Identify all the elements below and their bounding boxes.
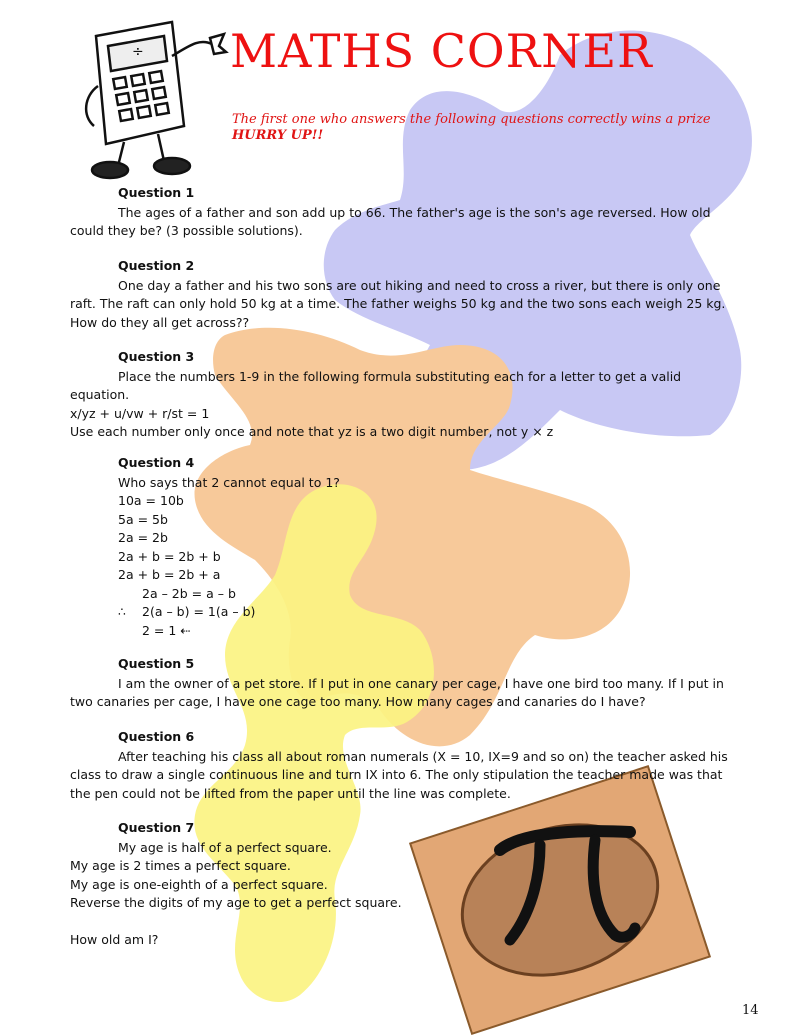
question-7 <box>70 819 730 949</box>
question-text: Reverse the digits of my age to get a perfect square. <box>70 895 402 910</box>
page-title: MATHS CORNER <box>230 24 653 78</box>
question-text: Place the numbers 1-9 in the following formula substituting each for a letter to get a valid equation. <box>70 368 682 402</box>
equation-line: 10a = 10b <box>118 493 184 508</box>
equation-line: 2a – 2b = a – b <box>142 585 236 601</box>
equation-line: 2a + b = 2b + b <box>118 548 221 564</box>
question-note: Use each number only once and note that yz is a two digit number, not y × z <box>70 424 554 439</box>
question-text: Who says that 2 cannot equal to 1? <box>118 474 340 490</box>
question-title: Question 5 <box>118 656 195 671</box>
question-2 <box>70 257 730 332</box>
equation-line: 5a = 5b <box>118 511 168 527</box>
question-4 <box>70 454 730 640</box>
question-text: My age is one-eighth of a perfect square. <box>70 876 328 892</box>
question-text: One day a father and his two sons are out hiking and need to cross a river, but there is only one raft. The raft can only hold 50 kg at a time. The father weighs 50 kg and the two sons each weigh 25 kg. How do they all get across?? <box>70 277 726 330</box>
question-title: Question 7 <box>118 820 195 835</box>
question-text: I am the owner of a pet store. If I put in one canary per cage, I have one bird too many. If I put in two canaries per cage, I have one cage too many. How many cages and canaries do I have? <box>70 675 724 709</box>
question-text: My age is 2 times a perfect square. <box>70 858 291 873</box>
equation-text: 2(a – b) = 1(a – b) <box>142 604 256 619</box>
question-title: Question 2 <box>118 258 195 273</box>
question-title: Question 4 <box>118 455 195 470</box>
equation-line: 2a = 2b <box>118 530 168 545</box>
page-number: 14 <box>742 1003 759 1018</box>
formula: x/yz + u/vw + r/st = 1 <box>70 405 210 421</box>
question-text: The ages of a father and son add up to 66. The father's age is the son's age reversed. How old could they be? (3 possible solutions). <box>70 204 711 238</box>
equation-line: 2a + b = 2b + a <box>118 567 221 582</box>
hurry-note: HURRY UP!! <box>232 128 324 143</box>
question-text: How old am I? <box>70 931 159 947</box>
subtitle <box>232 112 752 144</box>
question-5 <box>70 655 730 712</box>
question-title: Question 3 <box>118 349 195 364</box>
svg-text:÷: ÷ <box>132 44 144 60</box>
equation-line: 2 = 1 ⇠ <box>142 622 191 638</box>
equation-line <box>70 603 730 622</box>
question-text: My age is half of a perfect square. <box>118 839 332 855</box>
question-6 <box>70 728 730 803</box>
question-title: Question 1 <box>118 185 195 200</box>
question-1 <box>70 184 730 241</box>
question-title: Question 6 <box>118 729 195 744</box>
question-3 <box>70 348 730 442</box>
therefore-symbol: ∴ <box>118 604 126 619</box>
prize-note: The first one who answers the following questions correctly wins a prize <box>232 112 711 127</box>
question-text: After teaching his class all about roman numerals (X = 10, IX=9 and so on) the teacher asked his class to draw a single continuous line and turn IX into 6. The only stipulation the teacher made was that the pen could not be lifted from the paper until the line was complete. <box>70 748 728 801</box>
